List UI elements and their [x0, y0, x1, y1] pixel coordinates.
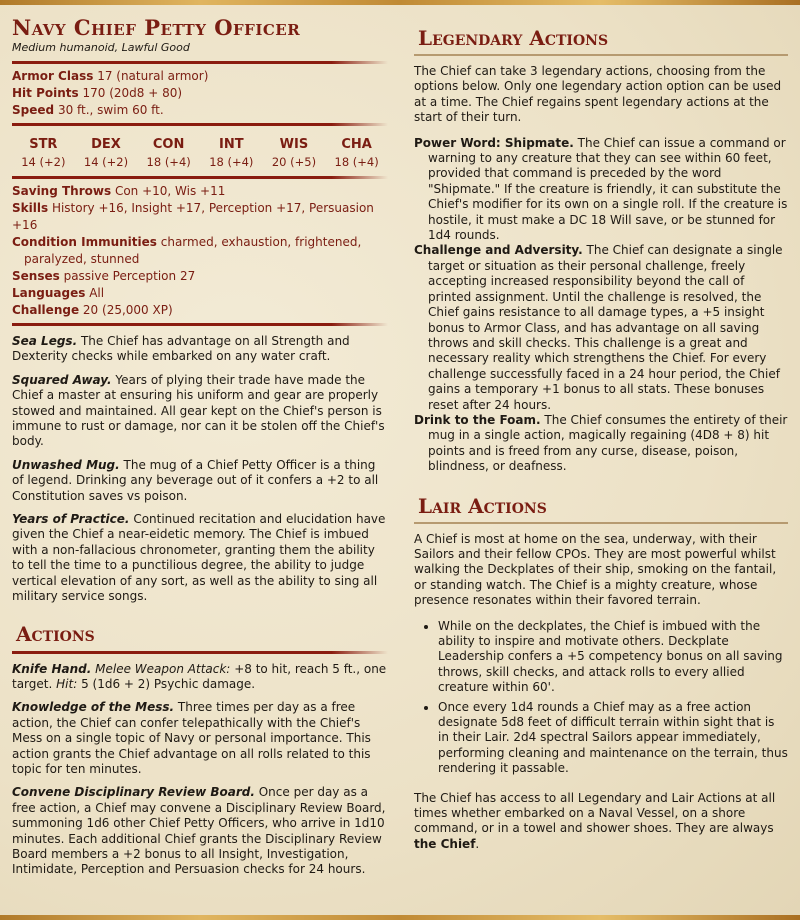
ability-cha: CHA 18 (+4) [334, 137, 379, 169]
challenge: Challenge 20 (25,000 XP) [12, 303, 173, 317]
saving-throws: Saving Throws Con +10, Wis +11 [12, 184, 226, 198]
list-item: • While on the deckplates, the Chief is imbued with the ability to inspire and motivate others. Deckplate Leadership confers a +5 competency bonus on all saving throws, skill checks, and attack rolls to every allied creature within 60'. [438, 619, 788, 696]
stat-block-page [0, 5, 800, 915]
divider [12, 123, 388, 126]
condition-immunities: Condition Immunities charmed, exhaustion, frightened, paralyzed, stunned [12, 235, 362, 266]
divider [12, 651, 388, 654]
ability-scores [12, 136, 388, 170]
ability-wis: WIS 20 (+5) [271, 137, 317, 169]
armor-class: Armor Class 17 (natural armor) [12, 69, 209, 83]
left-column [12, 15, 388, 886]
action-knowledge-of-the-mess: Knowledge of the Mess. Three times per day as a free action, the Chief can confer telepathically with the Chief's Mess on a single topic of Navy or personal importance. This action grants the Chief advantage on all rolls related to this topic for ten minutes. [12, 700, 371, 776]
trait-sea-legs: Sea Legs. The Chief has advantage on all Strength and Dexterity checks while embarked on any water craft. [12, 334, 350, 364]
divider [12, 61, 388, 64]
speed: Speed 30 ft., swim 60 ft. [12, 103, 164, 117]
senses: Senses passive Perception 27 [12, 269, 196, 283]
legendary-actions-heading: Legendary Actions [418, 26, 609, 50]
lair-intro: A Chief is most at home on the sea, underway, with their Sailors and their fellow CPOs. They are most powerful whilst walking the Deckplates of their ship, smoking on the fantail, or standing watch. The Chief is a mighty creature, whose presence resonates within their favored terrain. [414, 531, 777, 608]
divider [12, 323, 388, 326]
lair-closing: The Chief has access to all Legendary and Lair Actions at all times whether embarked on a Naval Vessel, on a shore command, or in a towel and shower shoes. They are always the Chief. [414, 790, 776, 851]
page-border-bottom [0, 915, 800, 920]
legendary-challenge-and-adversity: Challenge and Adversity. The Chief can designate a single target or situation as their personal challenge, freely accepting increased responsibility beyond the call of printed assignment. Until the challenge is resolved, the Chief gains resistance to all damage types, a +5 insight bonus to Armor Class, and has advantage on all saving throws and skill checks. This challenge is a great and necessary reality which strengthens the Chief. For every challenge successfully faced in a 24 hour period, the Chief gains a temporary +1 bonus to all stats. These bonuses reset after 24 hours. [414, 243, 783, 412]
ability-str: STR 14 (+2) [21, 137, 66, 169]
trait-squared-away: Squared Away. Years of plying their trade have made the Chief a master at ensuring his uniform and gear are properly stowed and maintained. All gear kept on the Chief's person is immune to rust or damage, nor can it be stolen off the Chief's body. [12, 372, 385, 449]
actions-heading: Actions [16, 621, 95, 646]
divider [414, 54, 788, 56]
trait-unwashed-mug: Unwashed Mug. The mug of a Chief Petty Officer is a thing of legend. Drinking any beverage out of it confers a +2 to all Constitution saves vs poison. [12, 457, 379, 503]
languages: Languages All [12, 286, 105, 300]
ability-int: INT 18 (+4) [209, 137, 254, 169]
legendary-power-word-shipmate: Power Word: Shipmate. The Chief can issue a command or warning to any creature that they can see within 60 feet, provided that command is preceded by the word "Shipmate." If the creature is friendly, it can substitute the Chief's modifier for its own on a single roll. If the creature is hostile, it must make a DC 18 Will save, or be stunned for 1d4 rounds. [414, 135, 788, 243]
trait-years-of-practice: Years of Practice. Continued recitation and elucidation have given the Chief a near-eidetic memory. The Chief is imbued with a non-fallacious chronometer, granting them the ability to tell the time to a punctilious degree, the ability to judge vertical elevation of any sort, as well as the ability to sing all military service songs. [12, 512, 386, 604]
action-convene-review-board: Convene Disciplinary Review Board. Once per day as a free action, a Chief may convene a Disciplinary Review Board, summoning 1d6 other Chief Petty Officers, who arrive in 1d10 minutes. Each additional Chief grants the Disciplinary Review Board members a +2 bonus to all Insight, Investigation, Intimidate, Perception and Persuasion checks for 24 hours. [12, 785, 386, 877]
legendary-drink-to-the-foam: Drink to the Foam. The Chief consumes the entirety of their mug in a single action, magically regaining (4D8 + 8) hit points and is freed from any curse, disease, poison, blindness, or deafness. [414, 412, 788, 474]
divider [12, 176, 388, 179]
legendary-intro: The Chief can take 3 legendary actions, choosing from the options below. Only one legendary action option can be used at a time. The Chief regains spent legendary actions at the start of their turn. [414, 64, 782, 125]
list-item: • Once every 1d4 rounds a Chief may as a free action designate 5d8 feet of difficult terrain within sight that is in their Lair. 2d4 spectral Sailors appear immediately, performing cleaning and maintenance on the terrain, thus rendering it passable. [438, 700, 788, 777]
skills: Skills History +16, Insight +17, Perception +17, Persuasion +16 [12, 201, 374, 232]
ability-dex: DEX 14 (+2) [83, 137, 129, 169]
ability-con: CON 18 (+4) [146, 137, 191, 169]
lair-actions-heading: Lair Actions [418, 493, 547, 518]
hit-points: Hit Points 170 (20d8 + 80) [12, 86, 183, 100]
monster-type: Medium humanoid, Lawful Good [12, 41, 190, 54]
lair-action-list [414, 619, 788, 777]
monster-name: Navy Chief Petty Officer [12, 15, 301, 40]
right-column [414, 25, 788, 862]
action-knife-hand: Knife Hand. Melee Weapon Attack: +8 to hit, reach 5 ft., one target. Hit: 5 (1d6 + 2) Psychic damage. [12, 661, 387, 691]
divider [414, 522, 788, 524]
